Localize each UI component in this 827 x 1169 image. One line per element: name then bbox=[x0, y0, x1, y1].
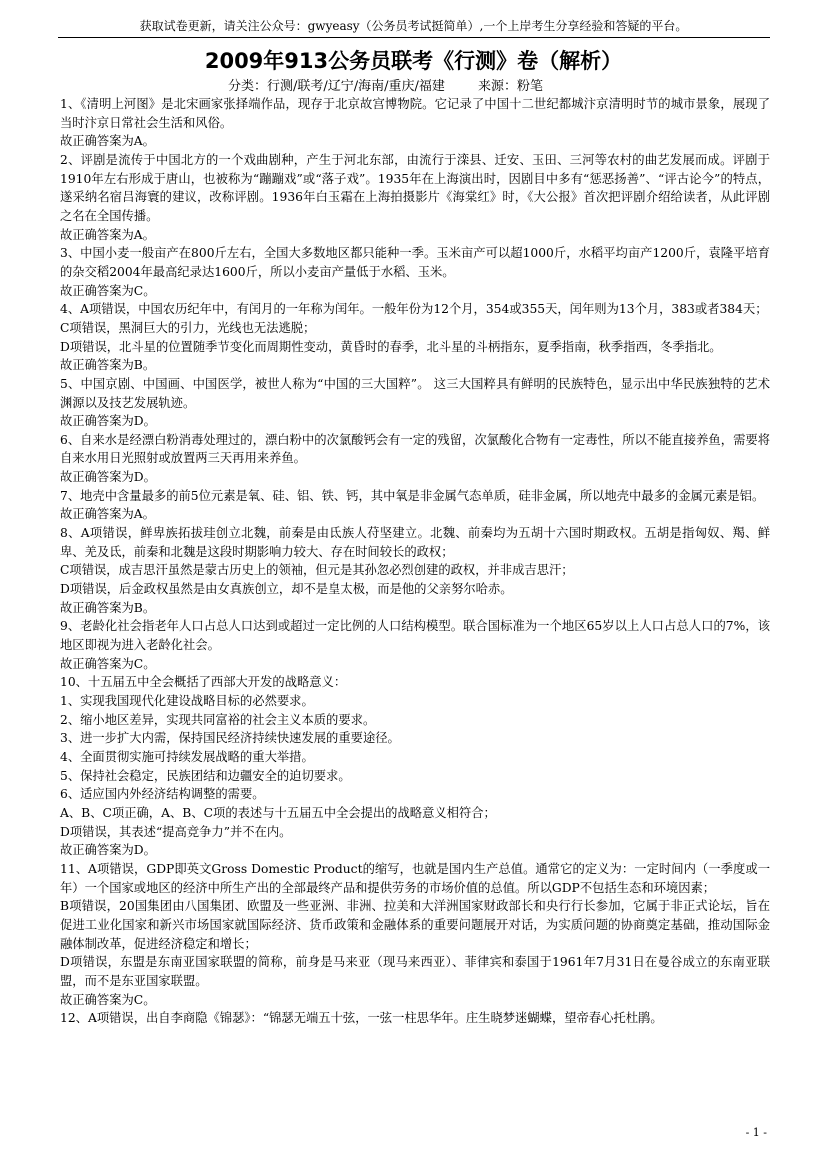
paragraph: 故正确答案为B。 bbox=[60, 600, 156, 615]
paragraph: 故正确答案为D。 bbox=[60, 414, 156, 429]
paragraph: 故正确答案为A。 bbox=[60, 507, 155, 522]
paragraph: 4、全面贯彻实施可持续发展战略的重大举措。 bbox=[60, 749, 314, 764]
paragraph: A、B、C项正确，A、B、C项的表述与十五届五中全会提出的战略意义相符合； bbox=[60, 805, 496, 820]
paragraph: 故正确答案为D。 bbox=[60, 470, 156, 485]
paragraph: 3、进一步扩大内需，保持国民经济持续快速发展的重要途径。 bbox=[60, 731, 400, 746]
category-source-line: 分类：行测/联考/辽宁/海南/重庆/福建 来源：粉笔 bbox=[228, 79, 543, 94]
paragraph: C项错误，黑洞巨大的引力，光线也无法逃脱； bbox=[60, 320, 316, 335]
paragraph: 10、十五届五中全会概括了西部大开发的战略意义： bbox=[60, 675, 347, 690]
paragraph: 故正确答案为D。 bbox=[60, 843, 156, 858]
paragraph: 6、适应国内外经济结构调整的需要。 bbox=[60, 787, 265, 802]
header-divider bbox=[58, 37, 770, 38]
document-body bbox=[60, 95, 770, 1028]
paragraph: 3、中国小麦一般亩产在800斤左右，全国大多数地区都只能种一季。玉米亩产可以超1000斤，水稻平均亩产1200斤，袁隆平培育的杂交稻2004年最高纪录达1600斤，所以小麦亩产量低于水稻、玉米。 bbox=[60, 246, 770, 279]
paragraph: 12、A项错误，出自李商隐《锦瑟》：“锦瑟无端五十弦，一弦一柱思华年。庄生晓梦迷蝴蝶，望帝春心托杜鹃。 bbox=[60, 1011, 663, 1026]
paragraph: 4、A项错误，中国农历纪年中，有闰月的一年称为闰年。一般年份为12个月，354或355天，闰年则为13个月，383或者384天； bbox=[60, 302, 768, 317]
paragraph: D项错误，后金政权虽然是由女真族创立，却不是皇太极，而是他的父亲努尔哈赤。 bbox=[60, 582, 513, 597]
page-number: - 1 - bbox=[745, 1126, 767, 1139]
page-title: 2009年913公务员联考《行测》卷（解析） bbox=[204, 49, 623, 73]
paragraph: 5、中国京剧、中国画、中国医学，被世人称为“中国的三大国粹”。 这三大国粹具有鲜明的民族特色，显示出中华民族独特的艺术渊源以及技艺发展轨迹。 bbox=[60, 376, 770, 410]
paragraph: 1、《清明上河图》是北宋画家张择端作品，现存于北京故宫博物院。它记录了中国十二世纪都城汴京清明时节的城市景象，展现了当时汴京日常社会生活和风俗。 bbox=[60, 97, 770, 130]
header-note: 获取试卷更新，请关注公众号：gwyeasy（公务员考试挺简单）,一个上岸考生分享经验和答疑的平台。 bbox=[139, 19, 688, 33]
paragraph: 故正确答案为A。 bbox=[60, 227, 155, 242]
paragraph: 故正确答案为C。 bbox=[60, 656, 156, 671]
paragraph: 故正确答案为B。 bbox=[60, 358, 156, 373]
paragraph: 2、缩小地区差异，实现共同富裕的社会主义本质的要求。 bbox=[60, 712, 376, 727]
paragraph: 1、实现我国现代化建设战略目标的必然要求。 bbox=[60, 694, 314, 708]
paragraph: 故正确答案为C。 bbox=[60, 992, 156, 1007]
paragraph: D项错误，其表述“提高竞争力”并不在内。 bbox=[60, 824, 292, 839]
paragraph: 8、A项错误，鲜卑族拓拔珪创立北魏，前秦是由氐族人苻坚建立。北魏、前秦均为五胡十六国时期政权。五胡是指匈奴、羯、鲜卑、羌及氐，前秦和北魏是这段时期影响力较大、存在时间较长的政权； bbox=[60, 526, 770, 559]
paragraph: B项错误，20国集团由八国集团、欧盟及一些亚洲、非洲、拉美和大洋洲国家财政部长和央行行长参加，它属于非正式论坛，旨在促进工业化国家和新兴市场国家就国际经济、货币政策和金融体系的重要问题展开对话，为实质问题的协商奠定基础，推动国际金融体制改革，促进经济稳定和增长； bbox=[60, 899, 770, 951]
paragraph: 2、评剧是流传于中国北方的一个戏曲剧种，产生于河北东部，由流行于滦县、迁安、玉田、三河等农村的曲艺发展而成。评剧于1910年左右形成于唐山，也被称为“蹦蹦戏”或“落子戏”。1935年在上海演出时，因剧目中多有“惩恶扬善”、“评古论今”的特点，遂采纳名宿吕海寰的建议，改称评剧。1936年白玉霜在上海拍摄影片《海棠红》时，《大公报》首次把评剧介绍给读者，从此评剧之名在全国传播。 bbox=[60, 152, 770, 223]
paragraph: 故正确答案为C。 bbox=[60, 283, 156, 298]
paragraph: 5、保持社会稳定，民族团结和边疆安全的迫切要求。 bbox=[60, 768, 351, 783]
paragraph: 故正确答案为A。 bbox=[60, 134, 155, 149]
paragraph: D项错误，东盟是东南亚国家联盟的简称，前身是马来亚（现马来西亚）、菲律宾和泰国于1961年7月31日在曼谷成立的东南亚联盟，而不是东亚国家联盟。 bbox=[60, 955, 770, 988]
paragraph: 6、自来水是经漂白粉消毒处理过的，漂白粉中的次氯酸钙会有一定的残留，次氯酸化合物有一定毒性，所以不能直接养鱼，需要将自来水用日光照射或放置两三天再用来养鱼。 bbox=[60, 432, 770, 466]
paragraph: D项错误，北斗星的位置随季节变化而周期性变动，黄昏时的春季，北斗星的斗柄指东，夏季指南，秋季指西，冬季指北。 bbox=[60, 339, 722, 354]
paragraph: 11、A项错误，GDP即英文Gross Domestic Product的缩写，也就是国内生产总值。通常它的定义为：一定时间内（一季度或一年）一个国家或地区的经济中所生产出的全部最终产品和提供劳务的市场价值的总值。所以GDP不包括生态和环境因素； bbox=[60, 861, 770, 895]
paragraph: 7、地壳中含量最多的前5位元素是氧、硅、铝、铁、钙，其中氧是非金属气态单质，硅非金属，所以地壳中最多的金属元素是铝。 bbox=[60, 488, 765, 503]
paragraph: 9、老龄化社会指老年人口占总人口达到或超过一定比例的人口结构模型。联合国标准为一个地区65岁以上人口占总人口的7%，该地区即视为进入老龄化社会。 bbox=[60, 619, 770, 653]
paragraph: C项错误，成吉思汗虽然是蒙古历史上的领袖，但元是其孙忽必烈创建的政权，并非成吉思汗； bbox=[60, 563, 574, 578]
